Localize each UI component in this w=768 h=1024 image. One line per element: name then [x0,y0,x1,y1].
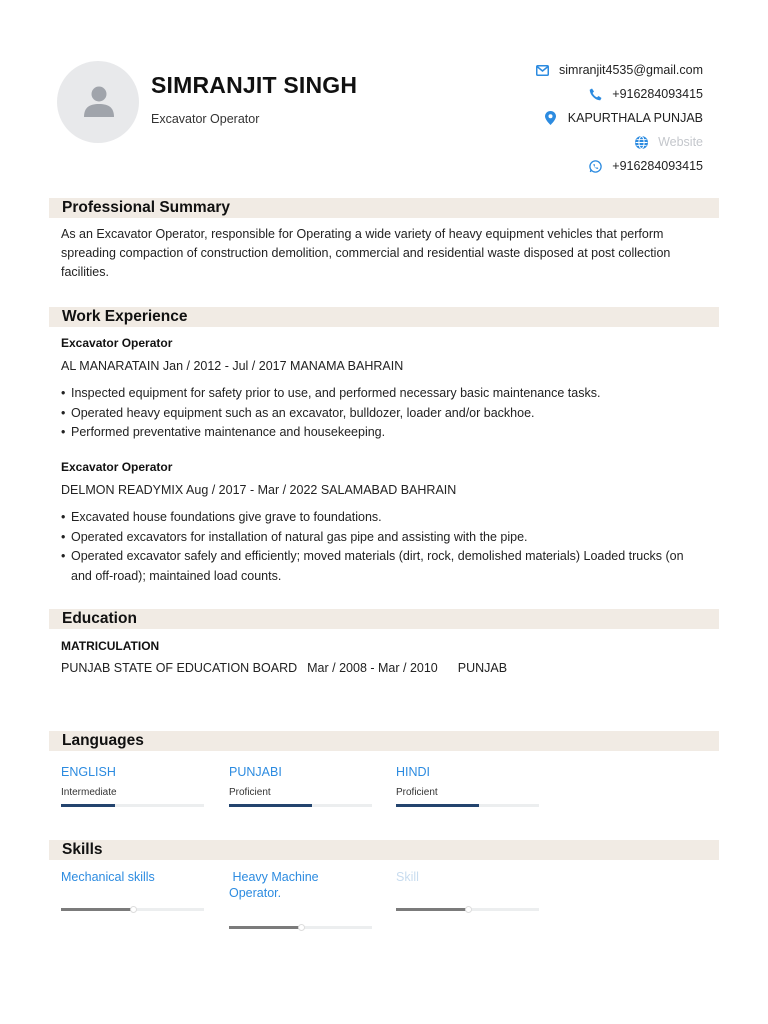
phone-icon [588,87,602,101]
mail-icon [535,63,549,77]
user-icon [84,85,114,119]
whatsapp-icon [588,159,602,173]
language-name: ENGLISH [61,765,116,779]
skill-slider [61,908,204,911]
location-pin-icon [544,111,558,125]
skill-slider-knob [298,924,305,931]
globe-icon [634,135,648,149]
job-title-1: Excavator Operator [61,336,173,350]
contact-info [383,58,703,178]
language-progress-bar [229,804,372,807]
education-dates: Mar / 2008 - Mar / 2010 [307,661,438,675]
list-item: • Excavated house foundations give grave to foundations. [61,508,706,528]
job-title-2: Excavator Operator [61,460,173,474]
contact-whatsapp-text: +916284093415 [612,159,703,173]
skill-slider-fill [229,926,301,929]
language-level: Proficient [229,787,271,798]
skill-slider-fill [61,908,133,911]
list-item: • Inspected equipment for safety prior to use, and performed necessary basic maintenance tasks. [61,384,706,404]
contact-location [383,106,703,130]
language-name: PUNJABI [229,765,282,779]
experience-heading: Work Experience [49,307,719,327]
job-meta-2: DELMON READYMIX Aug / 2017 - Mar / 2022 SALAMABAD BAHRAIN [61,483,457,497]
skill-item [229,869,372,934]
language-progress-bar [396,804,539,807]
summary-heading: Professional Summary [49,198,719,218]
job-bullets-1 [61,384,706,443]
contact-email-text: simranjit4535@gmail.com [559,63,703,77]
language-name: HINDI [396,765,431,779]
skill-slider-knob [465,906,472,913]
skill-slider-knob [130,906,137,913]
language-item [229,765,372,807]
language-level: Intermediate [61,787,117,798]
contact-website[interactable] [383,130,703,154]
skills-heading: Skills [49,840,719,860]
language-level: Proficient [396,787,438,798]
skill-name: Mechanical skills [61,870,155,884]
avatar [57,61,139,143]
candidate-job-title: Excavator Operator [151,112,260,126]
skill-name: Heavy Machine Operator. [229,870,323,900]
contact-phone[interactable] [383,82,703,106]
education-details [61,661,507,675]
language-progress-bar [61,804,204,807]
language-progress-fill [61,804,115,807]
contact-whatsapp[interactable] [383,154,703,178]
skill-slider [396,908,539,911]
language-item [396,765,539,807]
language-progress-fill [229,804,312,807]
list-item: • Operated excavator safely and efficiently; moved materials (dirt, rock, demolished materials) Loaded trucks (on and off-road); maintained load counts. [61,547,706,586]
education-location: PUNJAB [457,661,508,675]
summary-text: As an Excavator Operator, responsible for Operating a wide variety of heavy equipment vehicles that perform spreading compaction of construction demolition, commercial and residential waste disposed at post collection facilities. [61,227,671,279]
skill-slider [229,926,372,929]
language-progress-fill [396,804,479,807]
job-bullets-2 [61,508,706,586]
language-item [61,765,204,807]
contact-location-text: KAPURTHALA PUNJAB [567,111,703,125]
candidate-name: SIMRANJIT SINGH [151,72,358,98]
skill-slider-fill [396,908,468,911]
education-degree: MATRICULATION [61,639,160,653]
list-item: • Performed preventative maintenance and housekeeping. [61,423,706,443]
contact-phone-text: +916284093415 [612,87,703,101]
skill-item [396,869,539,919]
job-meta-1: AL MANARATAIN Jan / 2012 - Jul / 2017 MANAMA BAHRAIN [61,359,404,373]
contact-website-text: Website [658,135,703,149]
skill-name: Skill [396,870,419,884]
skill-item [61,869,204,919]
education-board: PUNJAB STATE OF EDUCATION BOARD [61,661,298,675]
languages-heading: Languages [49,731,719,751]
education-heading: Education [49,609,719,629]
list-item: • Operated excavators for installation of natural gas pipe and assisting with the pipe. [61,528,706,548]
contact-email[interactable] [383,58,703,82]
list-item: • Operated heavy equipment such as an excavator, bulldozer, loader and/or backhoe. [61,404,706,424]
